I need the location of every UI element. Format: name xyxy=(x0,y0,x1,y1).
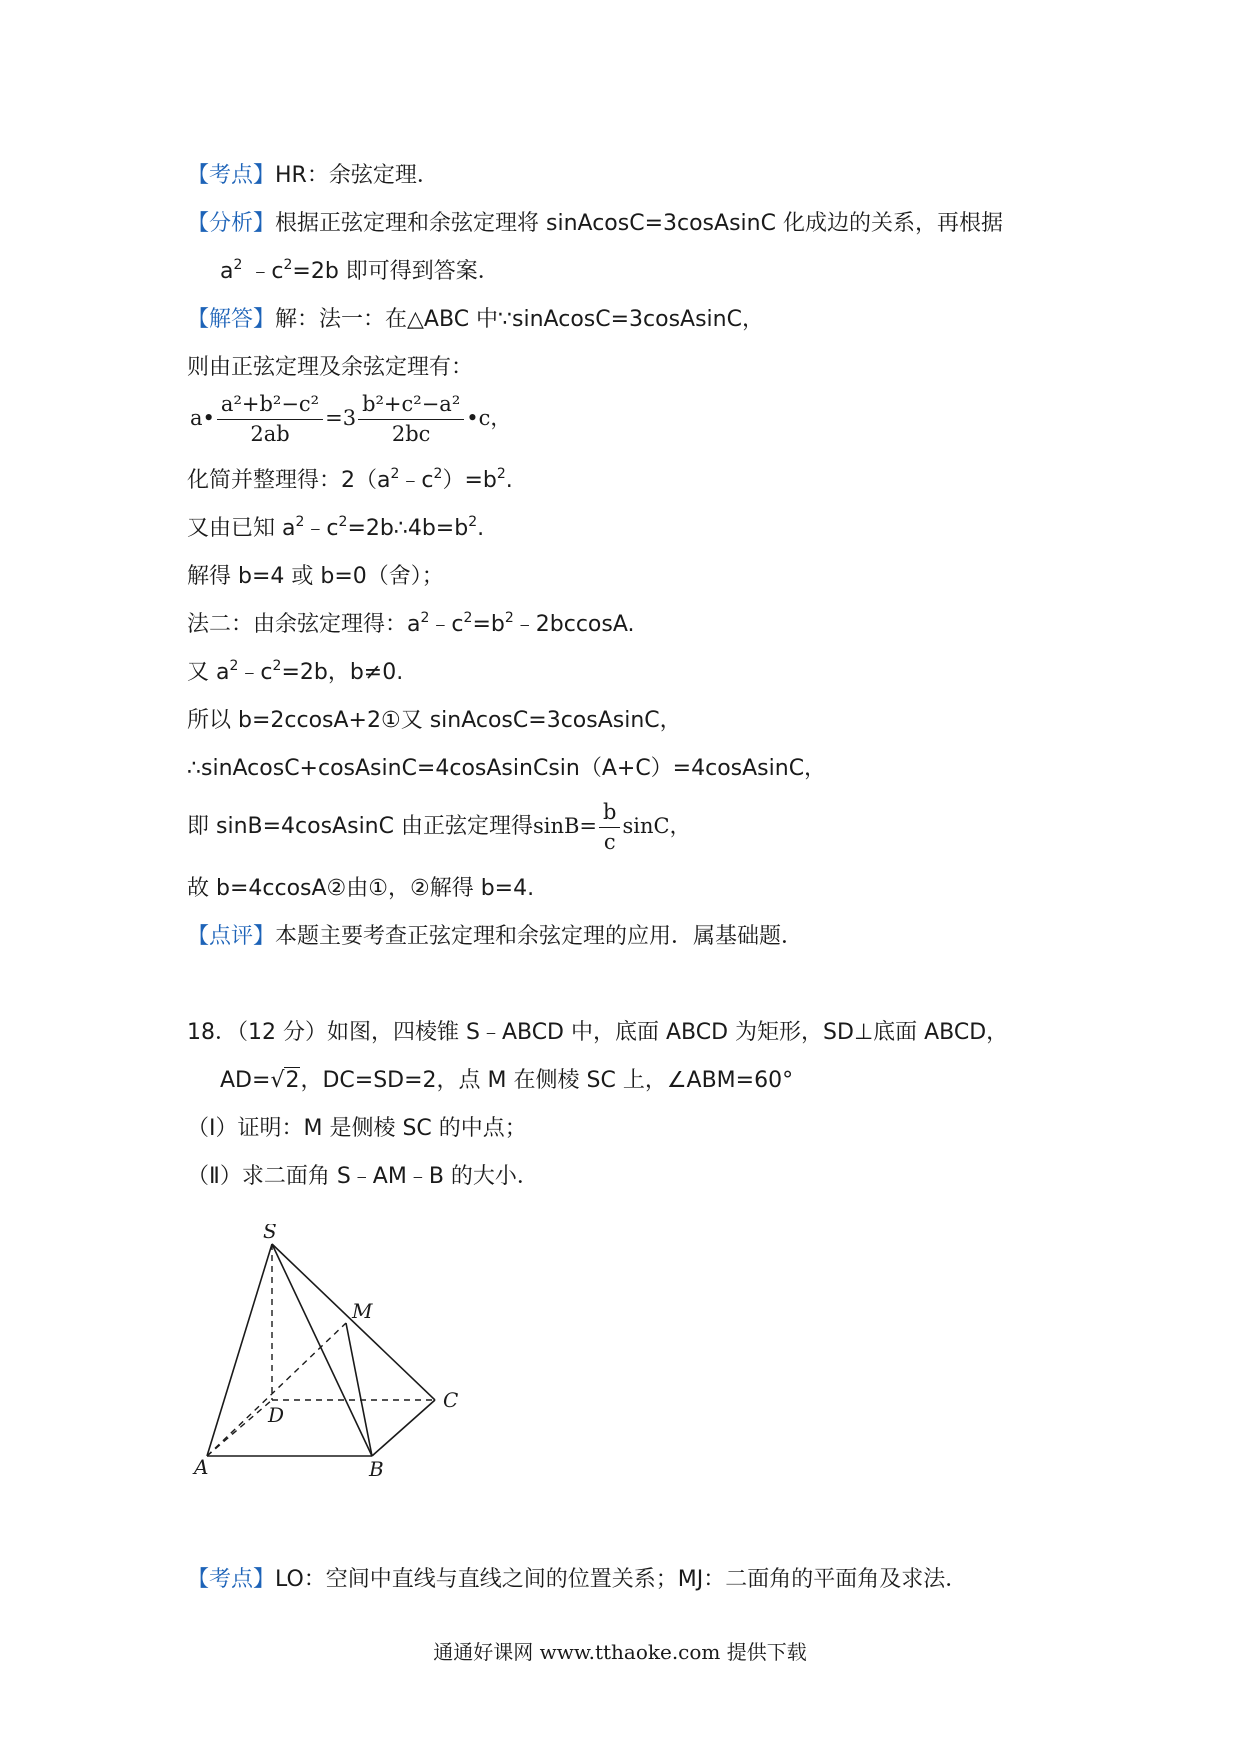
fenxi-line-2 xyxy=(220,259,500,285)
kaodian-tag: 【考点】 xyxy=(187,163,276,188)
eq1-pre: a• xyxy=(190,406,215,431)
sqrt-symbol: √ xyxy=(270,1068,285,1093)
kaodian-line xyxy=(187,163,439,189)
sup: 2 xyxy=(272,658,282,674)
t: =2b∴4b=b xyxy=(347,516,469,541)
t: ﹣2bccosA. xyxy=(513,612,635,637)
huajian-line xyxy=(187,468,513,494)
sup: 2 xyxy=(468,514,478,530)
label-S: S xyxy=(263,1224,277,1243)
equation-2 xyxy=(532,800,691,855)
pyramid-figure xyxy=(180,1224,480,1484)
sup: 2 xyxy=(338,514,348,530)
t: =b xyxy=(472,612,505,637)
suoyi-line: 所以 b=2ccosA+2①又 sinAcosC=3cosAsinC， xyxy=(187,708,682,733)
sup: 2 xyxy=(229,658,239,674)
sup: 2 xyxy=(420,610,430,626)
label-B: B xyxy=(369,1457,384,1481)
sup: 2 xyxy=(233,257,243,273)
you2-line xyxy=(187,660,403,686)
kaodian2-tag: 【考点】 xyxy=(187,1567,276,1592)
q18-line1: 18．（12 分）如图，四棱锥 S﹣ABCD 中，底面 ABCD 为矩形，SD⊥底面 ABCD， xyxy=(187,1020,1009,1045)
q18-line2 xyxy=(220,1068,793,1094)
t: . xyxy=(505,468,513,493)
jieda-text: 解：法一：在△ABC 中∵sinAcosC=3cosAsinC， xyxy=(275,307,764,332)
fenxi-line xyxy=(187,211,1003,237)
sup: 2 xyxy=(433,466,443,482)
fenxi-c: ﹣c xyxy=(242,259,284,284)
t: 法二：由余弦定理得：a xyxy=(187,612,421,637)
dianping-text: 本题主要考查正弦定理和余弦定理的应用．属基础题． xyxy=(275,924,804,949)
sup: 2 xyxy=(390,466,400,482)
t: 又 a xyxy=(187,660,230,685)
t: ）=b xyxy=(442,468,497,493)
fenxi-a: a xyxy=(220,259,234,284)
edge-MB xyxy=(346,1323,372,1456)
kaodian2-text: LO：空间中直线与直线之间的位置关系；MJ：二面角的平面角及求法． xyxy=(275,1567,968,1592)
eq2-pre: sinB= xyxy=(532,814,598,839)
edge-SB xyxy=(272,1244,372,1456)
equation-1 xyxy=(190,392,511,447)
label-A: A xyxy=(194,1455,209,1479)
fenxi-tag: 【分析】 xyxy=(187,211,276,236)
therefore-line: ∴sinAcosC+cosAsinC=4cosAsinCsin（A+C）=4cosAsinC， xyxy=(187,756,827,781)
sup: 2 xyxy=(283,257,293,273)
edge-BC xyxy=(372,1400,435,1456)
dianping-line xyxy=(187,924,803,950)
jieda-line xyxy=(187,307,764,333)
q18-rest: ，DC=SD=2，点 M 在侧棱 SC 上，∠ABM=60° xyxy=(300,1068,794,1093)
t: 又由已知 a xyxy=(187,516,296,541)
sup: 2 xyxy=(496,466,506,482)
eq1-frac2 xyxy=(358,392,464,447)
t: ﹣c xyxy=(238,660,273,685)
eq2-post: sinC， xyxy=(622,814,691,839)
t: 化简并整理得：2（a xyxy=(187,468,391,493)
fenxi-rest: =2b 即可得到答案． xyxy=(292,259,500,284)
label-M: M xyxy=(352,1299,373,1323)
jieda-tag: 【解答】 xyxy=(187,307,276,332)
eq1-frac1 xyxy=(217,392,323,447)
eq1-den1: 2ab xyxy=(250,422,290,447)
dianping-tag: 【点评】 xyxy=(187,924,276,949)
sup: 2 xyxy=(504,610,514,626)
sup: 2 xyxy=(295,514,305,530)
label-C: C xyxy=(443,1388,459,1412)
ji-line xyxy=(187,800,691,855)
eq2-frac xyxy=(599,800,620,855)
fenxi-text: 根据正弦定理和余弦定理将 sinAcosC=3cosAsinC 化成边的关系，再根据 xyxy=(275,211,1003,236)
gu-line: 故 b=4ccosA②由①，②解得 b=4. xyxy=(187,876,535,901)
youyou-line xyxy=(187,516,484,542)
kaodian-text: HR：余弦定理． xyxy=(275,163,439,188)
ji-text: 即 sinB=4cosAsinC 由正弦定理得 xyxy=(187,814,533,840)
q18-part1: （I）证明：M 是侧棱 SC 的中点； xyxy=(187,1116,527,1141)
eq2-den: c xyxy=(603,830,616,855)
eq1-num1: a²+b²−c² xyxy=(217,392,323,420)
jiede-line: 解得 b=4 或 b=0（舍）； xyxy=(187,564,444,589)
label-D: D xyxy=(268,1403,285,1427)
q18-ad: AD= xyxy=(220,1068,271,1093)
t: =2b，b≠0. xyxy=(281,660,404,685)
page-footer: 通通好课网 www.tthaoke.com 提供下载 xyxy=(433,1640,807,1664)
t: ﹣c xyxy=(429,612,464,637)
q18-part2: （Ⅱ）求二面角 S﹣AM﹣B 的大小． xyxy=(187,1164,539,1189)
faer-line xyxy=(187,612,635,638)
sqrt-radicand: 2 xyxy=(285,1068,300,1093)
sup: 2 xyxy=(463,610,473,626)
eq1-mid: =3 xyxy=(325,406,357,431)
t: ﹣c xyxy=(399,468,434,493)
t: ﹣c xyxy=(304,516,339,541)
t: . xyxy=(477,516,485,541)
eq2-num: b xyxy=(599,800,620,828)
eq1-num2: b²+c²−a² xyxy=(358,392,464,420)
eq1-den2: 2bc xyxy=(391,422,431,447)
zexiang-line: 则由正弦定理及余弦定理有： xyxy=(187,355,474,380)
eq1-post: •c， xyxy=(466,406,512,431)
kaodian2-line xyxy=(187,1567,967,1593)
